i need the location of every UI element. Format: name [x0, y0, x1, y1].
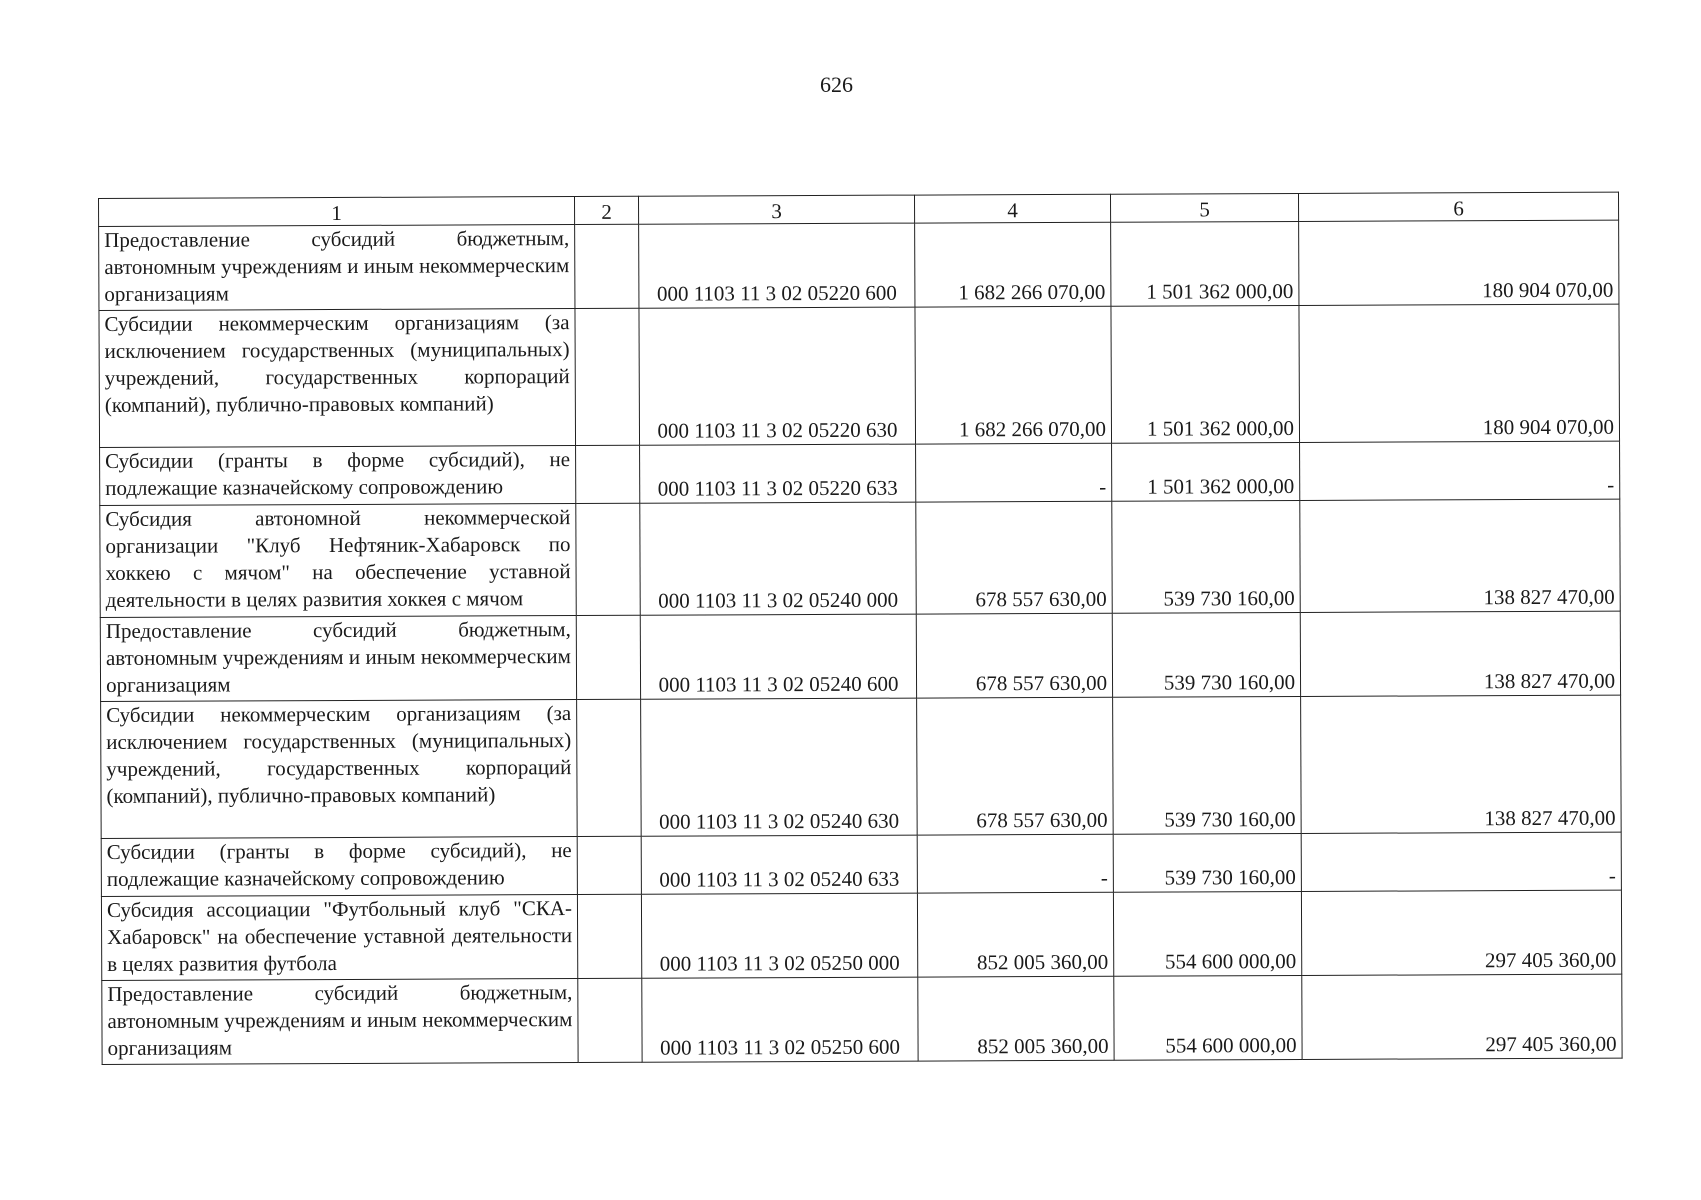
row-amount-col6: - — [1301, 832, 1621, 891]
row-description: Субсидии (гранты в форме субсидий), не подлежащие казначейскому сопровождению — [100, 446, 576, 506]
budget-table-container — [98, 192, 1622, 1065]
row-description: Предоставление субсидий бюджетным, автономным учреждениям и иным некоммерческим организациям — [102, 978, 578, 1064]
table-row — [102, 974, 1622, 1064]
table-row — [100, 441, 1620, 505]
table-row — [100, 499, 1620, 617]
row-amount-col4: - — [916, 443, 1112, 502]
row-amount-col5: 1 501 362 000,00 — [1111, 305, 1300, 443]
row-amount-col5: 539 730 160,00 — [1112, 612, 1300, 697]
row-amount-col5: 554 600 000,00 — [1113, 891, 1301, 976]
table-row — [101, 695, 1622, 838]
row-description: Субсидии некоммерческим организациям (за исключением государственных (муниципальных) учреждений, государственных корпораций (компаний), публично-правовых компаний) — [101, 699, 578, 838]
row-budget-code: 000 1103 11 3 02 05240 630 — [641, 698, 918, 836]
row-budget-code: 000 1103 11 3 02 05250 000 — [641, 893, 917, 978]
row-amount-col4: 852 005 360,00 — [918, 976, 1114, 1061]
table-row — [101, 890, 1621, 980]
column-number: 3 — [638, 195, 914, 224]
row-budget-code: 000 1103 11 3 02 05220 630 — [639, 307, 916, 445]
row-amount-col4: 1 682 266 070,00 — [915, 222, 1111, 307]
row-description: Предоставление субсидий бюджетным, автономным учреждениям и иным некоммерческим организациям — [99, 225, 575, 311]
row-amount-col5: 539 730 160,00 — [1112, 500, 1300, 613]
row-amount-col5: 1 501 362 000,00 — [1111, 221, 1299, 306]
row-description: Субсидия автономной некоммерческой организации "Клуб Нефтяник-Хабаровск по хоккею с мячом" на обеспечение уставной деятельности в целях развития хоккея с мячом — [100, 504, 576, 618]
page-number: 626 — [820, 72, 853, 97]
row-amount-col5: 539 730 160,00 — [1113, 833, 1301, 892]
row-amount-col6: 138 827 470,00 — [1300, 499, 1620, 612]
row-col2-cell — [576, 615, 640, 699]
row-amount-col6: 138 827 470,00 — [1300, 611, 1620, 696]
row-amount-col4: - — [917, 834, 1113, 893]
column-number: 2 — [574, 196, 638, 224]
row-budget-code: 000 1103 11 3 02 05240 000 — [640, 502, 916, 615]
budget-table — [98, 192, 1623, 1065]
row-budget-code: 000 1103 11 3 02 05220 600 — [639, 223, 915, 308]
row-budget-code: 000 1103 11 3 02 05240 600 — [640, 614, 916, 699]
row-amount-col6: 180 904 070,00 — [1299, 304, 1620, 442]
column-number: 1 — [99, 197, 575, 227]
row-description: Субсидии некоммерческим организациям (за исключением государственных (муниципальных) учреждений, государственных корпораций (компаний), публично-правовых компаний) — [99, 309, 576, 448]
row-col2-cell — [578, 978, 642, 1062]
column-number: 6 — [1298, 192, 1618, 221]
row-amount-col6: 180 904 070,00 — [1299, 220, 1619, 305]
table-row — [100, 611, 1620, 701]
column-number: 4 — [914, 194, 1110, 223]
table-row — [101, 832, 1621, 896]
row-col2-cell — [577, 894, 641, 978]
row-budget-code: 000 1103 11 3 02 05220 633 — [640, 444, 916, 503]
column-number: 5 — [1110, 193, 1298, 222]
row-col2-cell — [575, 224, 639, 308]
table-row — [99, 304, 1620, 447]
row-description: Субсидии (гранты в форме субсидий), не подлежащие казначейскому сопровождению — [101, 836, 577, 896]
row-amount-col5: 1 501 362 000,00 — [1112, 442, 1300, 501]
row-amount-col5: 539 730 160,00 — [1113, 696, 1302, 834]
row-amount-col6: 297 405 360,00 — [1301, 890, 1621, 975]
row-amount-col5: 554 600 000,00 — [1114, 975, 1302, 1060]
row-budget-code: 000 1103 11 3 02 05240 633 — [641, 835, 917, 894]
row-col2-cell — [575, 308, 640, 445]
row-description: Субсидия ассоциации "Футбольный клуб "СКА-Хабаровск" на обеспечение уставной деятельности в целях развития футбола — [101, 894, 577, 980]
row-col2-cell — [577, 699, 642, 836]
row-amount-col4: 678 557 630,00 — [916, 501, 1112, 614]
row-amount-col6: 138 827 470,00 — [1301, 695, 1622, 833]
row-amount-col4: 678 557 630,00 — [917, 697, 1114, 835]
row-amount-col6: - — [1300, 441, 1620, 500]
row-col2-cell — [576, 503, 640, 615]
row-budget-code: 000 1103 11 3 02 05250 600 — [642, 977, 918, 1062]
row-description: Предоставление субсидий бюджетным, автономным учреждениям и иным некоммерческим организациям — [100, 616, 576, 702]
row-amount-col6: 297 405 360,00 — [1302, 974, 1622, 1059]
table-row — [99, 220, 1619, 310]
row-amount-col4: 1 682 266 070,00 — [915, 306, 1112, 444]
row-col2-cell — [577, 836, 641, 894]
row-col2-cell — [576, 445, 640, 503]
row-amount-col4: 678 557 630,00 — [916, 613, 1112, 698]
row-amount-col4: 852 005 360,00 — [917, 892, 1113, 977]
